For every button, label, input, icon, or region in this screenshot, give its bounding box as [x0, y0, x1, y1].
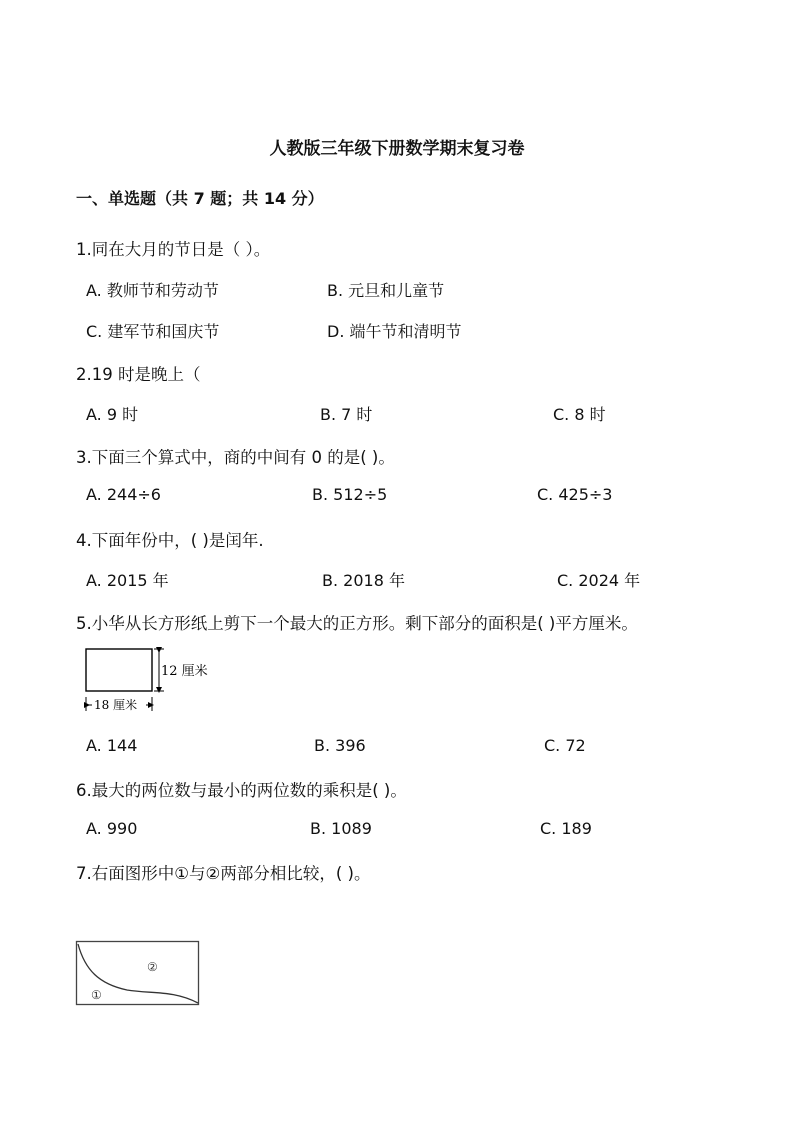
width-label: 18 厘米	[94, 698, 138, 712]
question-2-stem: 2.19 时是晚上（	[76, 365, 201, 384]
rectangle-outline	[86, 649, 152, 691]
question-7-stem: 7.右面图形中①与②两部分相比较，( )。	[76, 864, 371, 883]
q4-option-b[interactable]: B. 2018 年	[322, 571, 405, 590]
q1-option-b[interactable]: B. 元旦和儿童节	[327, 281, 445, 300]
question-1-stem: 1.同在大月的节日是（ ）。	[76, 240, 271, 259]
curve-region-figure	[75, 940, 203, 1008]
q6-option-a[interactable]: A. 990	[86, 819, 138, 838]
region-1-label: ①	[91, 988, 102, 1002]
q5-option-b[interactable]: B. 396	[314, 736, 366, 755]
q6-option-b[interactable]: B. 1089	[310, 819, 372, 838]
q3-option-a[interactable]: A. 244÷6	[86, 485, 161, 504]
q4-option-a[interactable]: A. 2015 年	[86, 571, 169, 590]
question-5-stem: 5.小华从长方形纸上剪下一个最大的正方形。剩下部分的面积是( )平方厘米。	[76, 614, 638, 633]
q2-option-a[interactable]: A. 9 时	[86, 405, 139, 424]
section-heading: 一、单选题（共 7 题；共 14 分）	[76, 189, 324, 208]
page-title: 人教版三年级下册数学期末复习卷	[269, 139, 525, 159]
rectangle-figure	[80, 645, 220, 717]
question-6-stem: 6.最大的两位数与最小的两位数的乘积是( )。	[76, 781, 407, 800]
height-label: 12 厘米	[161, 664, 208, 679]
q1-option-c[interactable]: C. 建军节和国庆节	[86, 322, 220, 341]
q2-option-c[interactable]: C. 8 时	[553, 405, 606, 424]
q5-option-a[interactable]: A. 144	[86, 736, 138, 755]
region-2-label: ②	[147, 960, 158, 974]
q3-option-c[interactable]: C. 425÷3	[537, 485, 613, 504]
question-3-stem: 3.下面三个算式中，商的中间有 0 的是( )。	[76, 448, 395, 467]
question-4-stem: 4.下面年份中，( )是闰年.	[76, 531, 264, 550]
q4-option-c[interactable]: C. 2024 年	[557, 571, 641, 590]
q6-option-c[interactable]: C. 189	[540, 819, 592, 838]
q2-option-b[interactable]: B. 7 时	[320, 405, 373, 424]
q5-option-c[interactable]: C. 72	[544, 736, 586, 755]
q1-option-d[interactable]: D. 端午节和清明节	[327, 322, 462, 341]
q3-option-b[interactable]: B. 512÷5	[312, 485, 388, 504]
q1-option-a[interactable]: A. 教师节和劳动节	[86, 281, 219, 300]
